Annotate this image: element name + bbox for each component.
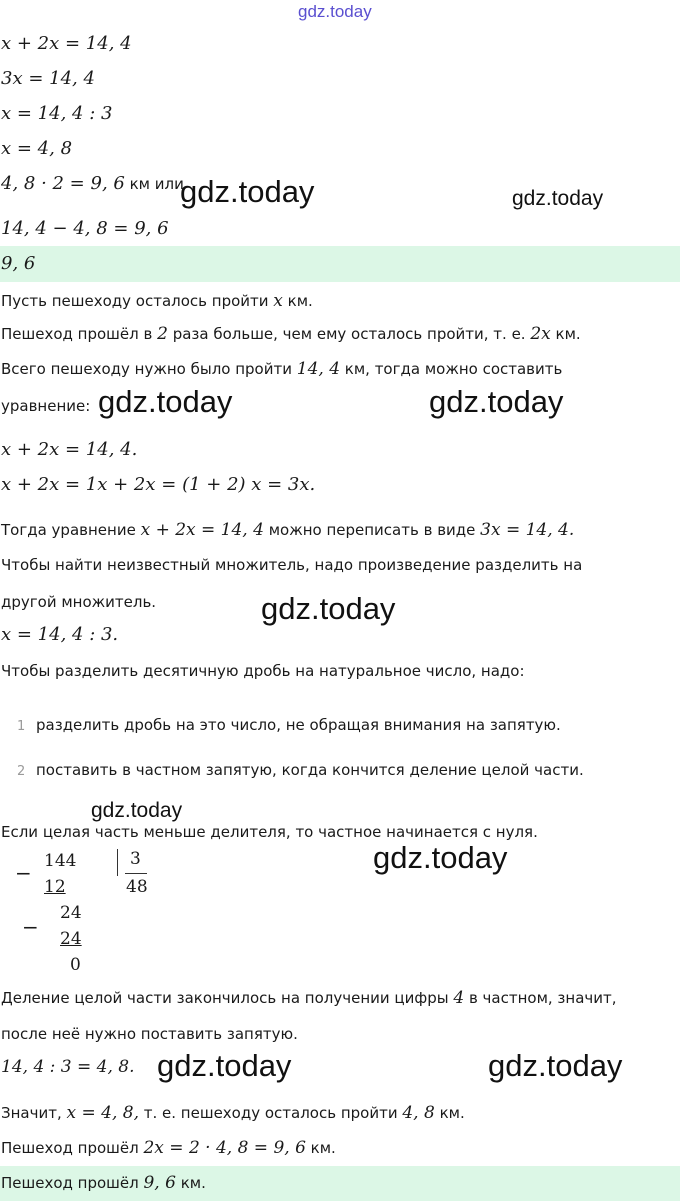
- equation-math: 4, 8 · 2 = 9, 6: [1, 173, 125, 194]
- paragraph: после неё нужно поставить запятую.: [1, 1025, 298, 1043]
- list-number: 1: [17, 719, 26, 734]
- paragraph: Пешеход прошёл в 2 раза больше, чем ему осталось пройти, т. е. 2x км.: [1, 324, 581, 344]
- remainder: 0: [70, 955, 81, 975]
- watermark: gdz.today: [373, 840, 508, 875]
- subtrahend: 12: [44, 877, 66, 897]
- minus-sign: −: [15, 861, 32, 885]
- paragraph: Всего пешеходу нужно было пройти 14, 4 км, тогда можно составить: [1, 359, 563, 379]
- watermark: gdz.today: [180, 174, 315, 209]
- watermark-top: gdz.today: [298, 2, 372, 21]
- equation-line: x = 14, 4 : 3: [1, 103, 113, 124]
- paragraph: Чтобы найти неизвестный множитель, надо произведение разделить на: [1, 556, 583, 574]
- remainder: 24: [60, 903, 82, 923]
- paragraph: Пешеход прошёл 2x = 2 · 4, 8 = 9, 6 км.: [1, 1138, 336, 1158]
- equation-line: x = 4, 8: [1, 138, 73, 159]
- divisor: 3: [130, 849, 141, 869]
- equation-text: км или: [124, 175, 184, 193]
- equation-line: 3x = 14, 4: [1, 68, 95, 89]
- division-bar: [117, 849, 118, 876]
- answer-value: 9, 6: [1, 253, 36, 274]
- equation-line: 14, 4 : 3 = 4, 8.: [1, 1057, 135, 1077]
- list-item: разделить дробь на это число, не обращая внимания на запятую.: [36, 716, 561, 734]
- paragraph: другой множитель.: [1, 593, 157, 611]
- equation-line: 14, 4 − 4, 8 = 9, 6: [1, 218, 169, 239]
- watermark: gdz.today: [91, 799, 183, 822]
- equation-line: [1, 173, 184, 194]
- watermark: gdz.today: [98, 384, 233, 419]
- answer-band: [0, 1166, 680, 1201]
- equation-line: x + 2x = 1x + 2x = (1 + 2) x = 3x.: [1, 474, 316, 495]
- watermark: gdz.today: [488, 1048, 623, 1083]
- answer-band: [0, 246, 680, 282]
- equation-line: x + 2x = 14, 4.: [1, 439, 138, 460]
- equation-line: x = 14, 4 : 3.: [1, 624, 119, 645]
- list-number: 2: [17, 764, 26, 779]
- paragraph: уравнение:: [1, 397, 91, 415]
- watermark: gdz.today: [157, 1048, 292, 1083]
- paragraph: Пусть пешеходу осталось пройти x км.: [1, 291, 313, 311]
- paragraph: Если целая часть меньше делителя, то частное начинается с нуля.: [1, 823, 538, 841]
- subtrahend: 24: [60, 929, 82, 949]
- paragraph: Чтобы разделить десятичную дробь на натуральное число, надо:: [1, 662, 525, 680]
- quotient: 48: [126, 877, 148, 897]
- watermark: gdz.today: [429, 384, 564, 419]
- minus-sign: −: [22, 915, 39, 939]
- paragraph: Тогда уравнение x + 2x = 14, 4 можно переписать в виде 3x = 14, 4.: [1, 520, 575, 540]
- answer-text: Пешеход прошёл 9, 6 км.: [1, 1173, 206, 1193]
- dividend: 144: [44, 851, 77, 871]
- watermark: gdz.today: [512, 187, 604, 210]
- divisor-line: [125, 873, 147, 874]
- paragraph: Деление целой части закончилось на получении цифры 4 в частном, значит,: [1, 988, 617, 1008]
- list-item: поставить в частном запятую, когда кончится деление целой части.: [36, 761, 584, 779]
- watermark: gdz.today: [261, 591, 396, 626]
- paragraph: Значит, x = 4, 8, т. е. пешеходу осталось пройти 4, 8 км.: [1, 1103, 465, 1123]
- equation-line: x + 2x = 14, 4: [1, 33, 132, 54]
